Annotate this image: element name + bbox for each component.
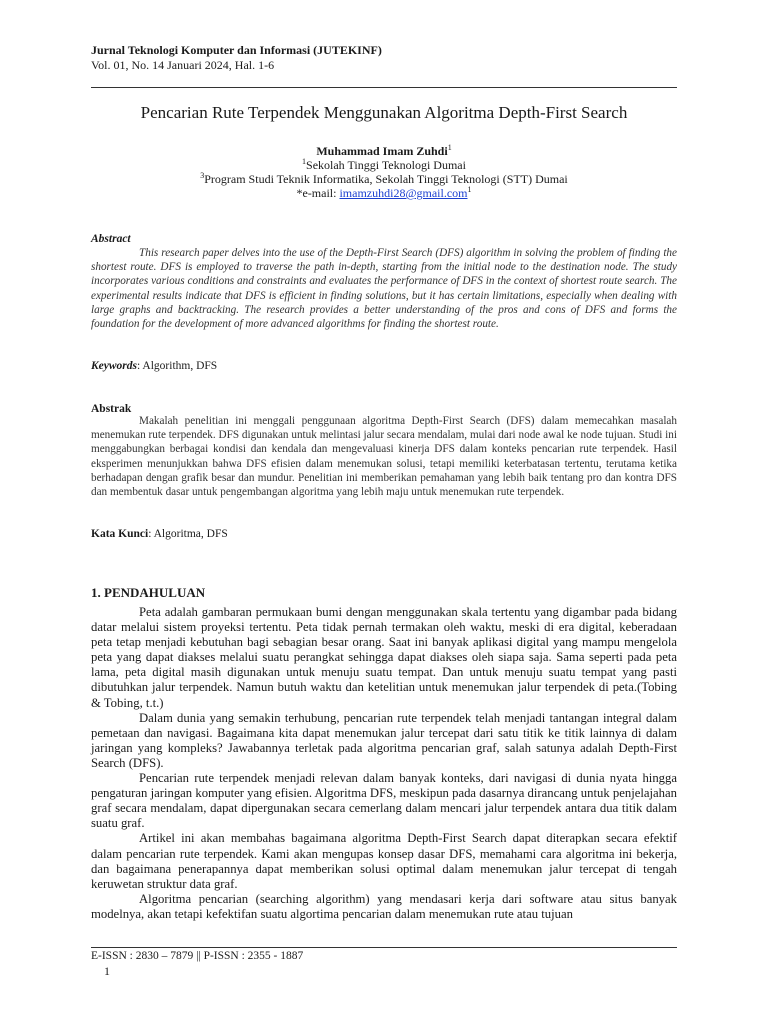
affiliation-1-sup: 1 [302,157,307,166]
keywords-label: Keywords [91,360,137,372]
body-paragraph: Dalam dunia yang semakin terhubung, pencarian rute terpendek telah menjadi tantangan integral dalam pemetaan dan navigasi. Bagaimana kita dapat menemukan jalur tercepat dari satu titik ke titik lainnya di dalam jaringan yang kompleks? Jawabannya terletak pada algoritma pencarian graf, salah satunya adalah Depth-First Search (DFS). [91,710,677,770]
journal-volume: Vol. 01, No. 14 Januari 2024, Hal. 1-6 [91,58,275,72]
affiliation-1: Sekolah Tinggi Teknologi Dumai [306,158,466,172]
kata-kunci-value: : Algoritma, DFS [148,528,228,540]
affiliation-2: Program Studi Teknik Informatika, Sekolah Tinggi Teknologi (STT) Dumai [204,172,568,186]
keywords-id [91,528,228,540]
abstrak-heading: Abstrak [91,403,132,415]
issn-footer: E-ISSN : 2830 – 7879 || P-ISSN : 2355 - 1887 [91,950,304,962]
author-block [91,144,677,200]
affiliation-2-sup: 3 [200,171,205,180]
body-paragraph: Peta adalah gambaran permukaan bumi dengan menggunakan skala tertentu yang digambar pada bidang datar melalui sistem proyeksi tertentu. Peta tidak pernah termakan oleh waktu, meski di era digital, keberadaan peta tetap menjadi kebutuhan bagi sebagian besar orang. Saat ini banyak aplikasi digital yang mampu mengelola peta yang dapat diakses melalui suatu perangkat sehingga dapat diakses oleh siapa saja. Sama seperti pada peta lama, peta digital masih digunakan untuk menuju suatu tempat. Dan untuk menuju suatu tempat yang pasti dibutuhkan jalur terpendek. Namun butuh waktu dan ketelitian untuk menemukan jalur terpendek di peta.(Tobing & Tobing, t.t.) [91,605,677,710]
author-name: Muhammad Imam Zuhdi [316,144,448,158]
section-body [91,605,677,922]
body-paragraph: Algoritma pencarian (searching algorithm) yang mendasari kerja dari software atau situs banyak modelnya, akan tetapi kefektifan suatu algortima pencarian dalam menemukan rute atau tujuan [91,891,677,921]
abstract-text-id: Makalah penelitian ini menggali penggunaan algoritma Depth-First Search (DFS) dalam memecahkan masalah menemukan rute terpendek. DFS digunakan untuk melintasi jalur secara mendalam, mulai dari node awal ke node tujuan. Studi ini menggabungkan berbagai kondisi dan kendala dan mengevaluasi kinerja DFS dalam konteks pencarian rute terpendek. Hasil eksperimen menunjukkan bahwa DFS efisien dalam menemukan solusi, tetapi memiliki keterbatasan tertentu, terutama ketika berhadapan dengan grafik besar dan mundur. Penelitian ini memberikan pemahaman yang lebih baik tentang pro dan kontra DFS dan membentuk dasar untuk pengembangan algoritma yang lebih maju untuk menemukan rute terpendek. [91,415,677,499]
paper-title: Pencarian Rute Terpendek Menggunakan Algoritma Depth-First Search [140,103,628,122]
author-sup: 1 [447,143,452,152]
email-link[interactable]: imamzuhdi28@gmail.com [339,186,468,200]
email-label: *e-mail: [296,186,340,200]
section-heading: 1. PENDAHULUAN [91,585,206,600]
header-rule [91,87,677,88]
abstract-heading: Abstract [91,233,131,245]
body-paragraph: Pencarian rute terpendek menjadi relevan dalam banyak konteks, dari navigasi di dunia nyata hingga pengaturan jaringan komputer yang efisien. Algoritma DFS, meskipun pada dasarnya dirancang untuk penjelajahan graf secara mendalam, dapat dipergunakan secara cemerlang dalam mencari jalur terpendek antara dua titik dalam suatu graf. [91,771,677,831]
page-number: 1 [104,964,110,978]
keywords-value: : Algorithm, DFS [137,360,218,372]
kata-kunci-label: Kata Kunci [91,528,149,540]
keywords-en [91,360,217,372]
footer-rule [91,947,677,948]
abstract-text-en: This research paper delves into the use of the Depth-First Search (DFS) algorithm in solving the problem of finding the shortest route. DFS is employed to traverse the path in-depth, starting from the initial node to the destination node. The study incorporates various conditions and constraints and evaluates the performance of DFS in the context of shortest route search. The experimental results indicate that DFS is efficient in finding solutions, but it has certain limitations, especially when dealing with large graphs and backtracking. The research provides a better understanding of the pros and cons of DFS and forms the foundation for the development of more advanced algorithms for finding the shortest route. [91,247,677,331]
email-sup: 1 [467,185,472,194]
journal-name: Jurnal Teknologi Komputer dan Informasi (JUTEKINF) [91,43,382,57]
body-paragraph: Artikel ini akan membahas bagaimana algoritma Depth-First Search dapat diterapkan secara efektif dalam pencarian rute terpendek. Kami akan mengupas konsep dasar DFS, memahami cara algoritma ini bekerja, dan bagaimana penerapannya dapat memberikan solusi optimal dalam menemukan jalur tercepat di tengah keruwetan struktur data graf. [91,831,677,891]
